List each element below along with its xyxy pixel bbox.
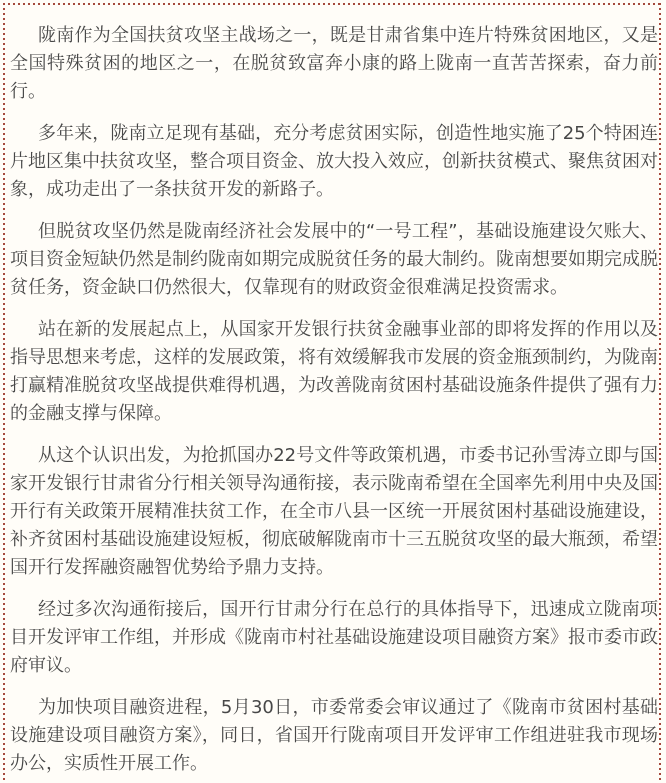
- paragraph-opportunity: 站在新的发展起点上，从国家开发银行扶贫金融事业部的即将发挥的作用以及指导思想来考虑，这样的发展政策，将有效缓解我市发展的资金瓶颈制约，为陇南打赢精准脱贫攻坚战提供难得机遇，为改善陇南贫困村基础设施条件提供了强有力的金融支撑与保障。: [10, 319, 658, 424]
- dotted-border-top: [3, 3, 661, 5]
- article-body: [10, 22, 658, 783]
- paragraph-challenge: 但脱贫攻坚仍然是陇南经济社会发展中的“一号工程”，基础设施建设欠账大、项目资金短缺仍然是制约陇南如期完成脱贫任务的最大制约。陇南想要如期完成脱贫任务，资金缺口仍然很大，仅靠现有的财政资金很难满足投资需求。: [10, 221, 658, 298]
- paragraph-financing-progress: 为加快项目融资进程，5月30日，市委常委会审议通过了《陇南市贫困村基础设施建设项目融资方案》，同日，省国开行陇南项目开发评审工作组进驻我市现场办公，实质性开展工作。: [10, 697, 658, 774]
- dotted-border-right: [659, 3, 661, 783]
- paragraph-intro: 陇南作为全国扶贫攻坚主战场之一，既是甘肃省集中连片特殊贫困地区，又是全国特殊贫困的地区之一，在脱贫致富奔小康的路上陇南一直苦苦探索，奋力前行。: [10, 25, 658, 102]
- dotted-border-left: [3, 3, 5, 783]
- paragraph-workgroup: 经过多次沟通衔接后，国开行甘肃分行在总行的具体指导下，迅速成立陇南项目开发评审工作组，并形成《陇南市村社基础设施建设项目融资方案》报市委市政府审议。: [10, 599, 658, 676]
- paragraph-policy-action: 从这个认识出发，为抢抓国办22号文件等政策机遇，市委书记孙雪涛立即与国家开发银行甘肃省分行相关领导沟通衔接，表示陇南希望在全国率先利用中央及国开行有关政策开展精准扶贫工作，在全市八县一区统一开展贫困村基础设施建设，补齐贫困村基础设施建设短板，彻底破解陇南市十三五脱贫攻坚的最大瓶颈，希望国开行发挥融资融智优势给予鼎力支持。: [10, 445, 658, 578]
- paragraph-history: 多年来，陇南立足现有基础，充分考虑贫困实际，创造性地实施了25个特困连片地区集中扶贫攻坚，整合项目资金、放大投入效应，创新扶贫模式、聚焦贫困对象，成功走出了一条扶贫开发的新路子。: [10, 123, 658, 200]
